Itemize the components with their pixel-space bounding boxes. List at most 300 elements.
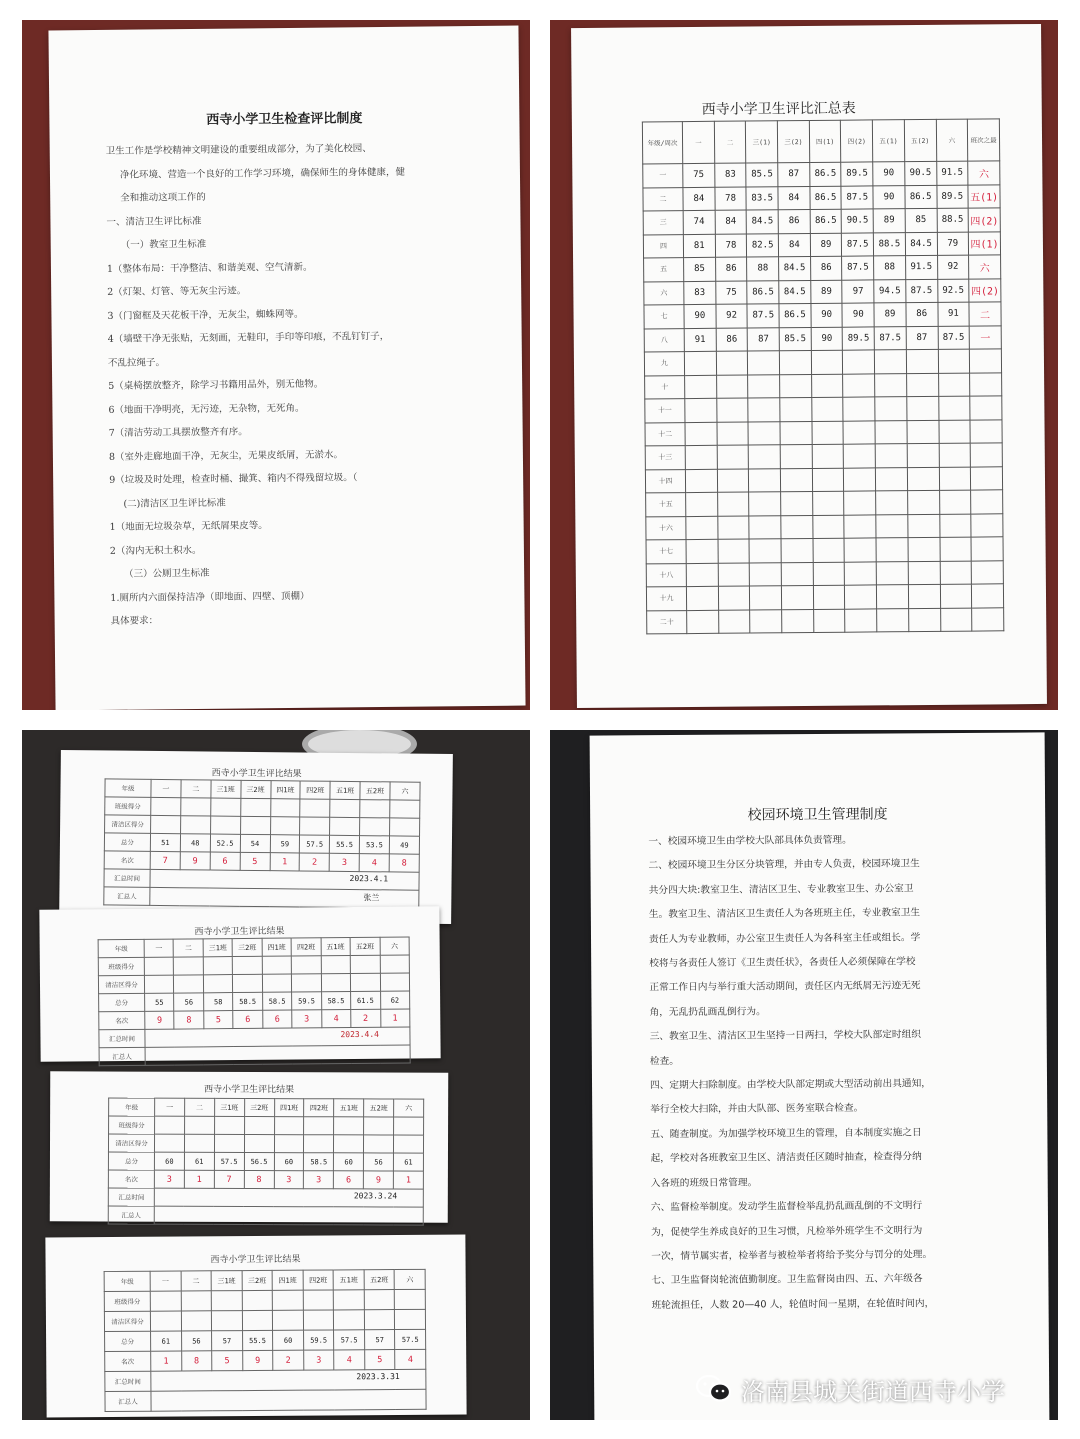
summary-score-cell: 91 xyxy=(937,302,969,326)
summary-score-cell: 86.5 xyxy=(905,185,937,209)
policy-line: 不乱拉绳子。 xyxy=(107,356,166,369)
result-cell xyxy=(360,818,390,836)
result-total-cell: 57.5 xyxy=(395,1329,426,1349)
policy-line: 4（墙壁干净无张贴，无刻画，无鞋印，手印等印痕，不乱钉钉子， xyxy=(107,330,390,345)
summary-score-cell: 75 xyxy=(715,281,747,305)
result-cell xyxy=(321,974,351,992)
result-header-cell: 四1班 xyxy=(262,938,292,956)
summary-week-label: 十二 xyxy=(645,422,685,446)
result-rank-cell: 5 xyxy=(364,1350,395,1370)
result-total-cell: 58.5 xyxy=(262,992,292,1010)
summary-score-cell: 89.5 xyxy=(936,185,968,209)
result-cell xyxy=(155,1116,185,1134)
summary-score-cell xyxy=(812,491,844,515)
result-sheet xyxy=(59,750,453,924)
result-cell xyxy=(330,799,360,817)
result-header-cell: 四2班 xyxy=(291,938,321,956)
summary-score-cell xyxy=(812,468,844,492)
result-header-cell: 四2班 xyxy=(300,781,330,799)
result-table xyxy=(108,1098,424,1226)
result-cell xyxy=(233,974,263,992)
policy-line: 8（室外走廊地面干净，无灰尘，无果皮纸屑，无淤水。 xyxy=(108,448,344,463)
result-cell xyxy=(364,1290,395,1310)
result-header-row xyxy=(104,1269,425,1291)
result-rank-cell: 5 xyxy=(212,1351,243,1371)
summary-week-label: 十六 xyxy=(646,516,686,540)
summary-score-cell: 89.5 xyxy=(841,162,873,186)
management-line: 举行全校大扫除，并由大队部、医务室联合检查。 xyxy=(650,1103,864,1116)
summary-row xyxy=(644,278,1001,305)
summary-score-cell xyxy=(781,515,813,539)
result-rank-cell: 8 xyxy=(174,1011,204,1029)
result-row xyxy=(108,1206,423,1225)
result-signer-cell xyxy=(154,1206,423,1225)
summary-score-cell xyxy=(813,562,845,586)
result-rank-cell: 1 xyxy=(184,1170,214,1188)
result-rank-cell: 9 xyxy=(180,852,210,870)
result-header-cell: 六 xyxy=(390,782,420,800)
result-header-label: 年级 xyxy=(105,779,151,797)
summary-best-cell: 六 xyxy=(968,161,1000,185)
result-cell xyxy=(292,974,322,992)
result-cell xyxy=(334,1117,364,1135)
summary-row xyxy=(646,584,1003,611)
summary-score-cell xyxy=(843,420,875,444)
result-row xyxy=(109,1116,424,1135)
summary-score-cell xyxy=(938,373,970,397)
summary-table xyxy=(642,118,1004,634)
result-row-label: 汇总时间 xyxy=(99,1029,145,1047)
summary-score-cell xyxy=(908,561,940,585)
result-total-cell: 56 xyxy=(174,993,204,1011)
summary-score-cell xyxy=(717,445,749,469)
summary-score-cell: 88.5 xyxy=(937,208,969,232)
summary-score-cell: 86.5 xyxy=(747,280,779,304)
policy-text xyxy=(106,136,489,633)
summary-score-cell: 85 xyxy=(684,257,716,281)
result-total-cell: 61 xyxy=(393,1153,423,1171)
summary-score-cell xyxy=(876,467,908,491)
management-line: 四、定期大扫除制度。由学校大队部定期或大型活动前出具通知， xyxy=(650,1078,932,1092)
summary-score-cell xyxy=(716,398,748,422)
result-total-cell: 60 xyxy=(274,1153,304,1171)
management-line: 三、教室卫生、清洁区卫生坚持一日两扫，学校大队部定时组织 xyxy=(649,1029,921,1043)
result-cell xyxy=(180,816,210,834)
summary-row xyxy=(644,255,1001,282)
summary-score-cell xyxy=(718,539,750,563)
summary-paper xyxy=(571,24,1047,708)
summary-week-label: 十三 xyxy=(645,446,685,470)
summary-score-cell xyxy=(907,490,939,514)
policy-line: (二)清洁区卫生评比标准 xyxy=(123,497,226,510)
summary-score-cell: 78 xyxy=(715,187,747,211)
summary-score-cell: 84 xyxy=(683,187,715,211)
summary-score-cell xyxy=(845,608,877,632)
result-row-label: 清洁区得分 xyxy=(105,815,151,833)
summary-score-cell xyxy=(748,351,780,375)
result-cell xyxy=(203,975,233,993)
summary-score-cell xyxy=(812,444,844,468)
summary-score-cell: 85.5 xyxy=(779,327,811,351)
summary-score-cell xyxy=(749,539,781,563)
result-cell xyxy=(240,816,270,834)
summary-score-cell xyxy=(875,444,907,468)
result-header-cell: 一 xyxy=(150,1271,181,1291)
watermark-text: 洛南县城关街道西寺小学 xyxy=(741,1377,1005,1406)
result-cell xyxy=(300,799,330,817)
summary-score-cell xyxy=(876,491,908,515)
result-cell xyxy=(273,1310,304,1330)
result-header-cell: 三2班 xyxy=(242,1270,273,1290)
summary-score-cell xyxy=(718,586,750,610)
result-cell xyxy=(321,956,351,974)
result-header-cell: 五1班 xyxy=(334,1099,364,1117)
result-cell xyxy=(210,798,240,816)
summary-score-cell: 87 xyxy=(906,326,938,350)
result-total-cell: 59.5 xyxy=(292,992,322,1010)
summary-header-cell: 三(1) xyxy=(746,121,778,163)
result-row xyxy=(104,1289,425,1311)
summary-week-label: 十四 xyxy=(645,469,685,493)
result-rank-cell: 6 xyxy=(334,1171,364,1189)
result-cell xyxy=(270,817,300,835)
result-table xyxy=(104,1269,427,1412)
result-cell xyxy=(303,1290,334,1310)
result-signer-cell xyxy=(145,1045,410,1065)
summary-score-cell: 92 xyxy=(937,255,969,279)
result-header-cell: 三1班 xyxy=(203,939,233,957)
summary-score-cell xyxy=(780,421,812,445)
result-cell xyxy=(303,1310,334,1330)
summary-score-cell xyxy=(716,375,748,399)
management-line: 一次，情节属实者，检举者与被检举者将给予奖分与罚分的处理。 xyxy=(651,1249,933,1263)
result-cell xyxy=(330,817,360,835)
summary-score-cell xyxy=(875,373,907,397)
summary-score-cell xyxy=(813,609,845,633)
management-line: 入各班的班级日常管理。 xyxy=(650,1177,758,1189)
result-rank-cell: 3 xyxy=(274,1171,304,1189)
result-cell xyxy=(244,1134,274,1152)
result-rank-cell: 4 xyxy=(359,854,389,872)
summary-score-cell xyxy=(685,445,717,469)
result-cell xyxy=(300,817,330,835)
result-date: 2023.3.24 xyxy=(353,1191,398,1201)
result-header-cell: 六 xyxy=(380,937,410,955)
summary-row xyxy=(646,490,1003,517)
summary-best-cell xyxy=(971,560,1003,584)
summary-score-cell xyxy=(716,351,748,375)
summary-row xyxy=(645,396,1002,423)
result-header-cell: 三1班 xyxy=(214,1098,244,1116)
result-cell xyxy=(274,1135,304,1153)
summary-best-cell xyxy=(971,513,1003,537)
result-signer: 张兰 xyxy=(363,893,380,903)
summary-score-cell: 87.5 xyxy=(842,256,874,280)
summary-score-cell xyxy=(748,374,780,398)
summary-header-cell: 三(2) xyxy=(777,120,809,162)
result-header-cell: 五1班 xyxy=(321,938,351,956)
summary-score-cell xyxy=(686,563,718,587)
result-cell xyxy=(211,1291,242,1311)
summary-row xyxy=(646,560,1003,587)
summary-best-cell xyxy=(970,396,1002,420)
result-cell xyxy=(262,956,292,974)
result-row-label: 班级得分 xyxy=(109,1116,155,1134)
result-rank-cell: 7 xyxy=(214,1170,244,1188)
summary-score-cell: 90.5 xyxy=(905,161,937,185)
result-total-cell: 56 xyxy=(364,1153,394,1171)
result-rank-cell: 5 xyxy=(240,852,270,870)
summary-score-cell: 79 xyxy=(937,232,969,256)
result-total-cell: 57 xyxy=(212,1331,243,1351)
result-rank-cell: 2 xyxy=(300,853,330,871)
result-total-cell: 58.5 xyxy=(304,1153,334,1171)
summary-score-cell xyxy=(940,608,972,632)
result-row-label: 汇总人 xyxy=(105,1391,151,1411)
summary-best-cell xyxy=(972,584,1004,608)
result-cell xyxy=(395,1289,426,1309)
summary-best-cell: 四(2) xyxy=(969,278,1001,302)
result-cell xyxy=(262,974,292,992)
wechat-icon xyxy=(695,1374,733,1404)
summary-week-label: 四 xyxy=(643,234,683,258)
summary-score-cell xyxy=(686,492,718,516)
result-rank-cell: 3 xyxy=(292,1010,322,1028)
result-rank-cell: 1 xyxy=(270,853,300,871)
summary-score-cell: 86.5 xyxy=(809,162,841,186)
summary-score-cell xyxy=(874,350,906,374)
result-total-cell: 60 xyxy=(273,1330,304,1350)
result-sheet xyxy=(50,1071,449,1222)
summary-best-cell: 四(2) xyxy=(968,208,1000,232)
result-cell xyxy=(184,1134,214,1152)
result-row-label: 总分 xyxy=(104,833,150,851)
summary-row xyxy=(645,372,1002,399)
result-table xyxy=(103,778,420,908)
result-rank-cell: 1 xyxy=(151,1351,182,1371)
result-cell xyxy=(350,955,380,973)
summary-header-cell: 五(2) xyxy=(904,119,936,161)
summary-week-label: 九 xyxy=(644,352,684,376)
result-header-cell: 五2班 xyxy=(360,782,390,800)
result-row-label: 总分 xyxy=(108,1152,154,1170)
result-cell xyxy=(144,957,174,975)
result-cell xyxy=(174,975,204,993)
summary-score-cell xyxy=(939,443,971,467)
summary-row xyxy=(645,419,1002,446)
result-cell xyxy=(360,800,390,818)
result-rank-cell: 9 xyxy=(363,1171,393,1189)
summary-score-cell xyxy=(811,374,843,398)
summary-score-cell xyxy=(875,420,907,444)
summary-score-cell: 87.5 xyxy=(842,232,874,256)
result-row-label: 汇总人 xyxy=(99,1047,145,1065)
policy-line: 3（门窗框及天花板干净，无灰尘，蜘蛛网等。 xyxy=(107,308,304,322)
summary-score-cell: 83 xyxy=(714,163,746,187)
result-header-label: 年级 xyxy=(104,1271,150,1291)
policy-line: 2（灯架、灯管、等无灰尘污迹。 xyxy=(107,285,247,298)
management-line: 一、校园环境卫生由学校大队部具体负责管理。 xyxy=(648,834,852,848)
management-line: 角，无乱扔乱画乱倒行为。 xyxy=(649,1006,766,1019)
summary-score-cell xyxy=(749,492,781,516)
policy-line: （三）公厕卫生标准 xyxy=(124,567,210,580)
summary-score-cell xyxy=(748,421,780,445)
result-rank-cell: 9 xyxy=(145,1011,175,1029)
policy-line: 1（整体布局：干净整洁、和谐美观、空气清新。 xyxy=(106,261,313,275)
result-rank-cell: 4 xyxy=(321,1010,351,1028)
policy-line: 卫生工作是学校精神文明建设的重要组成部分，为了美化校园、 xyxy=(105,143,372,157)
summary-score-cell: 84.5 xyxy=(905,232,937,256)
result-sheet-title: 西寺小学卫生评比结果 xyxy=(210,1254,301,1266)
summary-score-cell xyxy=(811,350,843,374)
result-row-label: 清洁区得分 xyxy=(104,1311,150,1331)
result-rank-cell: 3 xyxy=(304,1171,334,1189)
management-line: 正常工作日内与举行重大活动期间，责任区内无纸屑无污迹无死 xyxy=(649,980,921,994)
result-cell xyxy=(242,1310,273,1330)
summary-header-cell: 班次之最 xyxy=(968,119,1000,161)
summary-score-cell xyxy=(749,515,781,539)
policy-line: 9（垃圾及时处理，检查时桶、撮箕、箱内不得残留垃圾。（ xyxy=(109,472,358,486)
result-row-label: 总分 xyxy=(105,1331,151,1351)
summary-score-cell xyxy=(844,467,876,491)
result-cell xyxy=(274,1117,304,1135)
summary-score-cell xyxy=(750,586,782,610)
result-cell xyxy=(380,955,410,973)
result-total-cell: 52.5 xyxy=(210,834,240,852)
summary-score-cell xyxy=(685,469,717,493)
result-rank-cell: 3 xyxy=(154,1170,184,1188)
result-row-label: 汇总人 xyxy=(104,887,150,905)
management-title: 校园环境卫生管理制度 xyxy=(747,806,888,824)
result-header-cell: 二 xyxy=(184,1098,214,1116)
summary-score-cell: 84 xyxy=(778,186,810,210)
summary-header-row xyxy=(642,119,999,164)
result-total-cell: 49 xyxy=(389,836,419,854)
result-cell xyxy=(214,1134,244,1152)
summary-week-label: 六 xyxy=(644,281,684,305)
result-header-cell: 三2班 xyxy=(232,938,262,956)
result-rank-cell: 7 xyxy=(150,851,180,869)
summary-score-cell xyxy=(717,469,749,493)
summary-score-cell xyxy=(749,445,781,469)
summary-score-cell: 86 xyxy=(810,256,842,280)
summary-score-cell xyxy=(781,491,813,515)
summary-score-cell xyxy=(940,561,972,585)
summary-row xyxy=(646,537,1003,564)
result-cell xyxy=(154,1134,184,1152)
result-rank-cell: 2 xyxy=(351,1009,381,1027)
summary-best-cell: 五(1) xyxy=(968,184,1000,208)
result-cell xyxy=(244,1116,274,1134)
summary-score-cell xyxy=(686,516,718,540)
summary-score-cell xyxy=(813,538,845,562)
summary-score-cell: 74 xyxy=(683,210,715,234)
result-header-cell: 一 xyxy=(151,779,181,797)
result-header-cell: 三1班 xyxy=(211,780,241,798)
summary-score-cell: 92 xyxy=(716,304,748,328)
result-rank-cell: 8 xyxy=(244,1170,274,1188)
result-row xyxy=(99,1045,410,1066)
summary-score-cell xyxy=(876,561,908,585)
summary-score-cell xyxy=(940,584,972,608)
result-row-label: 总分 xyxy=(99,993,145,1011)
summary-score-cell: 87 xyxy=(748,327,780,351)
summary-header-cell: 一 xyxy=(682,121,714,163)
result-cell xyxy=(334,1290,365,1310)
summary-score-cell xyxy=(877,608,909,632)
result-table xyxy=(98,937,411,1067)
result-cell xyxy=(150,1291,181,1311)
summary-score-cell xyxy=(908,537,940,561)
summary-score-cell: 88 xyxy=(747,257,779,281)
summary-score-cell xyxy=(780,468,812,492)
summary-week-label: 七 xyxy=(644,305,684,329)
result-signer-cell xyxy=(151,1389,426,1411)
summary-score-cell: 86 xyxy=(906,302,938,326)
result-sheet-title: 西寺小学卫生评比结果 xyxy=(211,768,302,780)
summary-score-cell xyxy=(906,373,938,397)
result-total-cell: 55.5 xyxy=(242,1330,273,1350)
summary-best-cell: 六 xyxy=(969,255,1001,279)
result-cell xyxy=(390,818,420,836)
summary-score-cell xyxy=(843,350,875,374)
result-cell xyxy=(395,1309,426,1329)
result-cell xyxy=(174,957,204,975)
result-rank-cell: 6 xyxy=(210,852,240,870)
result-rank-cell: 2 xyxy=(273,1350,304,1370)
result-rank-cell: 4 xyxy=(334,1350,365,1370)
result-row-label: 名次 xyxy=(105,1351,151,1371)
summary-score-cell: 92.5 xyxy=(937,279,969,303)
management-line: 责任人为专业教师，办公室卫生责任人为各科室主任或组长。学 xyxy=(648,931,921,945)
summary-score-cell xyxy=(845,561,877,585)
summary-row xyxy=(645,443,1002,470)
result-row-label: 汇总时间 xyxy=(108,1188,154,1206)
result-cell xyxy=(151,797,181,815)
summary-score-cell xyxy=(938,349,970,373)
result-total-cell: 60 xyxy=(334,1153,364,1171)
summary-score-cell xyxy=(750,562,782,586)
summary-score-cell: 84.5 xyxy=(779,256,811,280)
result-cell xyxy=(240,798,270,816)
result-row xyxy=(105,1329,426,1351)
result-cell xyxy=(304,1117,334,1135)
result-sheet xyxy=(45,1235,466,1418)
summary-score-cell xyxy=(939,467,971,491)
result-total-cell: 61 xyxy=(151,1331,182,1351)
result-row xyxy=(108,1134,423,1153)
summary-score-cell xyxy=(907,467,939,491)
summary-score-cell xyxy=(685,375,717,399)
result-cell xyxy=(270,799,300,817)
summary-score-cell: 83 xyxy=(684,281,716,305)
summary-score-cell: 97 xyxy=(842,279,874,303)
result-cell xyxy=(150,1311,181,1331)
result-row-label: 汇总时间 xyxy=(104,869,150,887)
result-total-cell: 58.5 xyxy=(233,992,263,1010)
result-total-cell: 48 xyxy=(180,834,210,852)
summary-week-label: 二 xyxy=(643,187,683,211)
management-line: 检查。 xyxy=(649,1055,679,1067)
result-row xyxy=(108,1170,423,1189)
summary-score-cell xyxy=(718,563,750,587)
policy-line: 1（地面无垃圾杂草，无纸屑果皮等。 xyxy=(109,520,268,533)
summary-best-cell: 一 xyxy=(969,325,1001,349)
summary-score-cell: 84 xyxy=(778,233,810,257)
summary-header-cell: 五(1) xyxy=(872,120,904,162)
result-cell xyxy=(272,1290,303,1310)
result-row xyxy=(104,1309,425,1331)
